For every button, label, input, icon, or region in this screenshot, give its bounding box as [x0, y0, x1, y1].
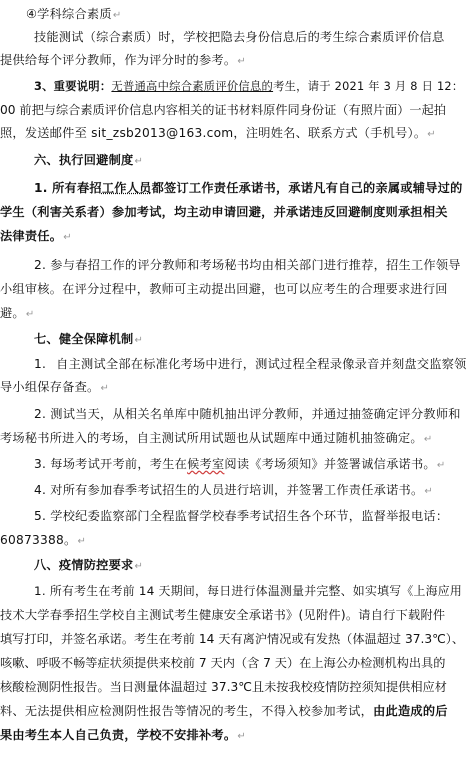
- paragraph-line: [0, 699, 448, 723]
- paragraph-line: [0, 723, 246, 747]
- underlined-text: 无普通高中综合素质评价信息的: [111, 80, 274, 93]
- paragraph-mark: ↵: [424, 486, 434, 497]
- paragraph-mark: ↵: [134, 561, 144, 572]
- paragraph-mark: ↵: [436, 460, 446, 471]
- paragraph-line: [0, 375, 109, 399]
- paragraph-mark: ↵: [25, 309, 35, 320]
- text: 提供给每个评分教师，作为评分时的参考。: [0, 53, 237, 67]
- paragraph-line: [0, 301, 35, 325]
- paragraph-line: [0, 277, 448, 301]
- paragraph-line: [34, 25, 444, 49]
- paragraph-line: [34, 253, 461, 277]
- text: 00 前把与综合素质评价信息内容相关的证书材料原件同身份证（有照片面）一起拍: [0, 103, 446, 117]
- text: 1. 所有春招: [34, 181, 102, 195]
- text: 都签订工作责任承诺书，承诺凡有自己的亲属或辅导过的: [151, 181, 463, 195]
- text: 考场秘书所进入的考场，自主测试所用试题也从试题库中通过随机抽签确定。: [0, 431, 423, 445]
- text: 料、无法提供相应检测阴性报告等情况的考生，不得入校参加考试，: [0, 704, 374, 718]
- paragraph-mark: ↵: [100, 383, 110, 394]
- paragraph-line: [34, 452, 445, 476]
- text: 1. 所有考生在考前 14 天期间，每日进行体温测量并完整、如实填写《上海应用: [34, 584, 463, 598]
- text: 5. 学校纪委监察部门全程监督学校春季考试招生各个环节，监督举报电话：: [34, 509, 449, 523]
- text: 2. 参与春招工作的评分教师和考场秘书均由相关部门进行推荐，招生工作领导: [34, 258, 461, 272]
- section-heading-8: [34, 553, 143, 577]
- text: 避。: [0, 306, 25, 320]
- text: 六、执行回避制度: [34, 153, 134, 167]
- paragraph-line: [34, 176, 463, 200]
- section-heading-6: [34, 148, 143, 172]
- paragraph-line: [34, 478, 433, 502]
- text: 4. 对所有参加春季考试招生的人员进行培训，并签署工作责任承诺书。: [34, 483, 424, 497]
- paragraph-mark: ↵: [237, 56, 246, 67]
- paragraph-mark: ↵: [63, 232, 72, 243]
- paragraph-line: [34, 504, 448, 528]
- text: 填写打印，并签名承诺。考生在考前 14 天有离沪情况或有发热（体温超过 37.3℃）、: [0, 632, 465, 646]
- paragraph-line: [0, 627, 464, 651]
- text: 八、疫情防控要求: [34, 558, 134, 572]
- paragraph-line: [0, 528, 86, 552]
- paragraph-line: [0, 426, 433, 450]
- paragraph-line: [34, 402, 461, 426]
- text: 咳嗽、呼吸不畅等症状须提供来校前 7 天内（含 7 天）在上海公办检测机构出具的: [0, 656, 446, 670]
- section-heading-7: [34, 327, 143, 351]
- paragraph-mark: ↵: [134, 335, 144, 346]
- paragraph-mark: ↵: [423, 434, 433, 445]
- paragraph-line: [0, 651, 445, 675]
- text: 导小组保存备查。: [0, 380, 100, 394]
- paragraph-mark: ↵: [134, 156, 144, 167]
- text: 自主测试全部在标准化考场中进行，测试过程全程录像录音并刻盘交监察领: [56, 357, 467, 371]
- text: 1.: [34, 357, 47, 371]
- paragraph-line: [0, 98, 446, 122]
- note-label: 3、重要说明：: [34, 80, 112, 93]
- paragraph-line: [0, 224, 72, 248]
- text: 2. 测试当天，从相关名单库中随机抽出评分教师，并通过抽签确定评分教师和: [34, 407, 461, 421]
- underlined-text: 候考室: [187, 457, 225, 471]
- paragraph-mark: ↵: [112, 10, 122, 21]
- text: 照，发送邮件至 sit_zsb2013@163.com，注明姓名、联系方式（手机号）。: [0, 126, 427, 140]
- text: 七、健全保障机制: [34, 332, 134, 346]
- text: ④学科综合素质: [26, 7, 112, 21]
- underlined-text: 工作人员: [101, 181, 152, 195]
- paragraph-mark: ↵: [427, 129, 436, 140]
- text: 考生，请于 2021 年 3 月 8 日 12：: [273, 80, 464, 93]
- text: 3. 每场考试开考前，考生在: [34, 457, 188, 471]
- paragraph-line: [34, 352, 467, 376]
- bold-text: 果由考生本人自己负责，学校不安排补考。: [0, 728, 237, 742]
- paragraph-mark: ↵: [237, 731, 246, 742]
- text: 核酸检测阴性报告。当日测量体温超过 37.3℃且未按我校疫情防控须知提供相应材: [0, 680, 447, 694]
- paragraph-line: [0, 200, 448, 224]
- text: 60873388。: [0, 533, 77, 547]
- text: 法律责任。: [0, 229, 63, 243]
- paragraph-line: [0, 121, 436, 145]
- paragraph-line: [0, 48, 246, 72]
- text: 技能测试（综合素质）时，学校把隐去身份信息后的考生综合素质评价信息: [34, 30, 445, 44]
- bold-text: 由此造成的后: [373, 704, 448, 718]
- paragraph-line: [0, 675, 447, 699]
- paragraph-mark: ↵: [77, 536, 87, 547]
- heading-item-4: [26, 2, 121, 26]
- text: 小组审核。在评分过程中，教师可主动提出回避，也可以应考生的合理要求进行回: [0, 282, 448, 296]
- text: 学生（利害关系者）参加考试，均主动申请回避，并承诺违反回避制度则承担相关: [0, 205, 448, 219]
- text: 阅读《考场须知》并签署诚信承诺书。: [224, 457, 436, 471]
- paragraph-line: [0, 603, 445, 627]
- text: 技术大学春季招生学校自主测试考生健康安全承诺书》(见附件)。请自行下载附件: [0, 608, 446, 622]
- important-note-line: [34, 75, 463, 99]
- paragraph-line: [34, 579, 462, 603]
